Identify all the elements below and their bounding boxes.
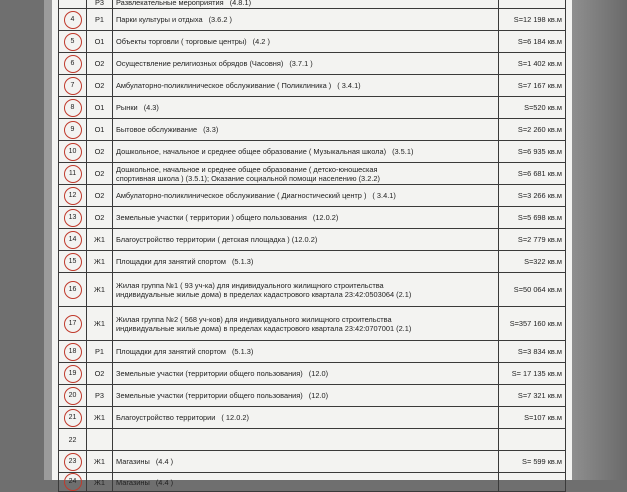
land-use-name: Дошкольное, начальное и среднее общее образование ( детско-юношеская спортивная школа ) (3.5.1); Оказание социальной помощи населению (3.2.2) — [116, 164, 380, 183]
area-value: S=6 681 кв.м — [499, 163, 566, 185]
land-use-name: Благоустройство территории ( детская площадка ) (12.0.2) — [116, 235, 318, 244]
land-use-code-ref: (3.3) — [203, 125, 219, 134]
land-use-name: Развлекательные мероприятия — [116, 0, 224, 7]
row-number-cell — [59, 163, 87, 185]
circled-row-number: 15 — [64, 253, 82, 271]
land-use-name: Амбулаторно-поликлиническое обслуживание ( Диагностический центр ) — [116, 191, 367, 200]
table-row — [59, 53, 566, 75]
land-use-code-ref: (5.1.3) — [231, 347, 254, 356]
area-value: S=7 321 кв.м — [499, 385, 566, 407]
circled-row-number: 9 — [64, 121, 82, 139]
land-use-cell — [113, 141, 499, 163]
land-use-name: Магазины — [116, 477, 150, 487]
row-number-cell — [59, 407, 87, 429]
zone-code: O1 — [87, 119, 113, 141]
land-use-name: Рынки — [116, 103, 138, 112]
table-row — [59, 185, 566, 207]
land-use-name: Осуществление религиозных обрядов (Часовня) — [116, 59, 284, 68]
land-use-cell — [113, 9, 499, 31]
zone-code — [87, 429, 113, 451]
table-row — [59, 473, 566, 492]
row-number-cell — [59, 385, 87, 407]
table-body — [59, 0, 566, 492]
row-number-cell — [59, 0, 87, 9]
land-use-name: Амбулаторно-поликлиническое обслуживание ( Поликлиника ) — [116, 81, 332, 90]
land-use-code-ref: ( 3.4.1) — [372, 191, 396, 200]
land-use-name: Благоустройство территории — [116, 413, 216, 422]
land-use-code-ref: (12.0.2) — [312, 213, 339, 222]
land-use-cell — [113, 363, 499, 385]
land-use-code-ref: (4.2 ) — [252, 37, 270, 46]
row-number-cell — [59, 97, 87, 119]
zone-code: O1 — [87, 31, 113, 53]
area-value: S=520 кв.м — [499, 97, 566, 119]
zone-code: O2 — [87, 363, 113, 385]
land-use-code-ref: ( 3.4.1) — [337, 81, 361, 90]
circled-row-number: 20 — [64, 387, 82, 405]
land-use-code-ref: (4.3) — [143, 103, 159, 112]
row-number-cell — [59, 307, 87, 341]
table-row — [59, 119, 566, 141]
land-use-cell — [113, 385, 499, 407]
land-use-cell — [113, 429, 499, 451]
zone-code: Ж1 — [87, 307, 113, 341]
table-row — [59, 75, 566, 97]
circled-row-number: 5 — [64, 33, 82, 51]
row-number-cell — [59, 185, 87, 207]
circled-row-number: 11 — [64, 165, 82, 183]
table-row — [59, 229, 566, 251]
table-row — [59, 407, 566, 429]
land-use-cell — [113, 273, 499, 307]
circled-row-number: 14 — [64, 231, 82, 249]
circled-row-number: 21 — [64, 409, 82, 427]
row-number: 22 — [68, 436, 77, 444]
row-number-cell — [59, 363, 87, 385]
circled-row-number: 4 — [64, 11, 82, 29]
row-number-cell — [59, 53, 87, 75]
table-row — [59, 385, 566, 407]
land-use-name: Жилая группа №2 ( 568 уч-ков) для индивидуального жилищного строительства индивидуальные жилые дома) в пределах кадастрового квартала 23:42:0707001 (2.1) — [116, 314, 412, 333]
area-value — [499, 429, 566, 451]
table-row — [59, 31, 566, 53]
circled-row-number: 17 — [64, 315, 82, 333]
land-use-cell — [113, 407, 499, 429]
zone-code: P3 — [87, 385, 113, 407]
area-value — [499, 473, 566, 492]
land-use-code-ref: (12.0) — [308, 369, 329, 378]
area-value: S=357 160 кв.м — [499, 307, 566, 341]
land-use-cell — [113, 307, 499, 341]
land-use-name: Парки культуры и отдыха — [116, 15, 203, 24]
paper-shadow-left — [44, 0, 52, 480]
land-use-name: Бытовое обслуживание — [116, 125, 198, 134]
area-value: S=7 167 кв.м — [499, 75, 566, 97]
zone-code: Ж1 — [87, 273, 113, 307]
land-use-cell — [113, 185, 499, 207]
land-use-cell — [113, 0, 499, 9]
row-number-cell — [59, 251, 87, 273]
row-number-cell — [59, 31, 87, 53]
land-use-cell — [113, 341, 499, 363]
land-use-name: Жилая группа №1 ( 93 уч-ка) для индивидуального жилищного строительства индивидуальные жилые дома) в пределах кадастрового квартала 23:42:0503064 (2.1) — [116, 280, 412, 299]
land-use-name: Площадки для занятий спортом — [116, 347, 226, 356]
circled-row-number: 16 — [64, 281, 82, 299]
area-value: S=12 198 кв.м — [499, 9, 566, 31]
zone-code: Ж1 — [87, 473, 113, 492]
circled-row-number: 6 — [64, 55, 82, 73]
land-use-cell — [113, 53, 499, 75]
land-use-cell — [113, 97, 499, 119]
land-use-name: Объекты торговли ( торговые центры) — [116, 37, 247, 46]
area-value: S=107 кв.м — [499, 407, 566, 429]
land-use-name: Площадки для занятий спортом — [116, 257, 226, 266]
land-use-cell — [113, 119, 499, 141]
row-number-cell — [59, 429, 87, 451]
land-use-cell — [113, 451, 499, 473]
area-value: S=5 698 кв.м — [499, 207, 566, 229]
table-row — [59, 273, 566, 307]
circled-row-number: 19 — [64, 365, 82, 383]
land-use-cell — [113, 229, 499, 251]
table-row — [59, 341, 566, 363]
row-number-cell — [59, 119, 87, 141]
circled-row-number: 24 — [64, 473, 82, 491]
circled-row-number: 12 — [64, 187, 82, 205]
background-right — [572, 0, 627, 480]
area-value: S= 17 135 кв.м — [499, 363, 566, 385]
circled-row-number: 10 — [64, 143, 82, 161]
zone-code: O2 — [87, 185, 113, 207]
table-row — [59, 307, 566, 341]
zone-code: Ж1 — [87, 251, 113, 273]
land-use-name: Земельные участки ( территории ) общего пользования — [116, 213, 307, 222]
row-number-cell — [59, 473, 87, 492]
area-value: S=6 935 кв.м — [499, 141, 566, 163]
land-use-code-ref: (3.5.1) — [392, 147, 414, 156]
zone-code: Ж1 — [87, 451, 113, 473]
area-value: S=1 402 кв.м — [499, 53, 566, 75]
table-row — [59, 451, 566, 473]
zone-code: O2 — [87, 75, 113, 97]
zone-code: O2 — [87, 163, 113, 185]
table-row — [59, 251, 566, 273]
circled-row-number: 18 — [64, 343, 82, 361]
row-number-cell — [59, 207, 87, 229]
row-number-cell — [59, 141, 87, 163]
land-use-cell — [113, 163, 499, 185]
land-use-code-ref: (12.0) — [308, 391, 329, 400]
land-use-code-ref: (5.1.3) — [231, 257, 254, 266]
row-number-cell — [59, 341, 87, 363]
circled-row-number: 8 — [64, 99, 82, 117]
circled-row-number: 7 — [64, 77, 82, 95]
land-use-cell — [113, 31, 499, 53]
table-row — [59, 429, 566, 451]
land-use-code-ref: (3.7.1 ) — [289, 59, 313, 68]
table-row — [59, 141, 566, 163]
circled-row-number: 13 — [64, 209, 82, 227]
table-row — [59, 97, 566, 119]
zone-code: O2 — [87, 207, 113, 229]
land-use-code-ref: (4.8.1) — [229, 0, 252, 7]
table-row — [59, 9, 566, 31]
row-number-cell — [59, 273, 87, 307]
row-number-cell — [59, 75, 87, 97]
land-use-code-ref: (3.6.2 ) — [208, 15, 232, 24]
area-value — [499, 0, 566, 9]
circled-row-number: 23 — [64, 453, 82, 471]
land-use-table — [58, 0, 566, 492]
zone-code: Ж1 — [87, 229, 113, 251]
table-row — [59, 163, 566, 185]
table-row — [59, 207, 566, 229]
row-number-cell — [59, 451, 87, 473]
area-value: S= 599 кв.м — [499, 451, 566, 473]
land-use-name: Магазины — [116, 457, 150, 466]
zone-code: O2 — [87, 53, 113, 75]
row-number-cell — [59, 9, 87, 31]
land-use-cell — [113, 75, 499, 97]
zone-code: O1 — [87, 97, 113, 119]
land-use-cell — [113, 251, 499, 273]
zone-code: O2 — [87, 141, 113, 163]
area-value: S=6 184 кв.м — [499, 31, 566, 53]
land-use-cell — [113, 207, 499, 229]
area-value: S=3 834 кв.м — [499, 341, 566, 363]
table-row — [59, 363, 566, 385]
land-use-code-ref: (4.4 ) — [155, 477, 174, 487]
zone-code: P3 — [87, 0, 113, 9]
area-value: S=2 779 кв.м — [499, 229, 566, 251]
land-use-code-ref: ( 12.0.2) — [221, 413, 249, 422]
zone-code: Ж1 — [87, 407, 113, 429]
land-use-name: Дошкольное, начальное и среднее общее образование ( Музыкальная школа) — [116, 147, 387, 156]
zone-code: P1 — [87, 9, 113, 31]
area-value: S=322 кв.м — [499, 251, 566, 273]
zone-code: P1 — [87, 341, 113, 363]
area-value: S=2 260 кв.м — [499, 119, 566, 141]
area-value: S=50 064 кв.м — [499, 273, 566, 307]
row-number-cell — [59, 229, 87, 251]
land-use-name: Земельные участки (территории общего пользования) — [116, 369, 303, 378]
land-use-name: Земельные участки (территории общего пользования) — [116, 391, 303, 400]
table-row — [59, 0, 566, 9]
land-use-code-ref: (4.4 ) — [155, 457, 174, 466]
area-value: S=3 266 кв.м — [499, 185, 566, 207]
land-use-cell — [113, 473, 499, 492]
